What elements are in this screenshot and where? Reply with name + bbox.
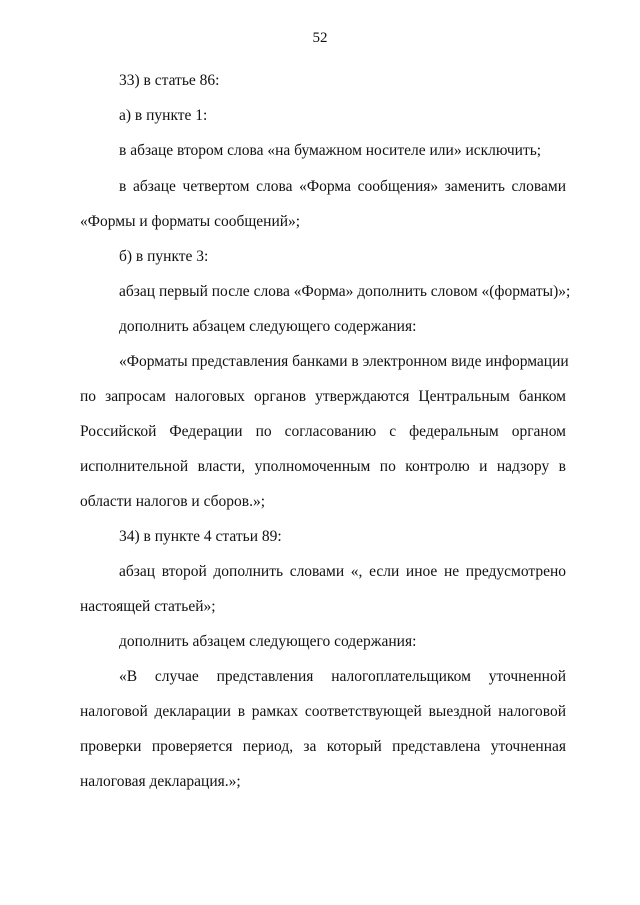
quote-line: проверки проверяется период, за который представлена уточненная (80, 738, 566, 755)
quote-line: Российской Федерации по согласованию с федеральным органом (80, 423, 566, 440)
quote-line: исполнительной власти, уполномоченным по контролю и надзору в (80, 458, 566, 475)
text-line: «Формы и форматы сообщений»; (80, 213, 301, 230)
subitem-a-heading: а) в пункте 1: (119, 107, 208, 124)
quote-line: по запросам налоговых органов утверждаются Центральным банком (80, 388, 566, 405)
text-line: в абзаце втором слова «на бумажном носителе или» исключить; (119, 142, 542, 159)
item-33-heading: 33) в статье 86: (119, 72, 220, 89)
quote-line: «В случае представления налогоплательщиком уточненной (119, 668, 566, 685)
text-line: дополнить абзацем следующего содержания: (119, 633, 417, 650)
text-line: абзац второй дополнить словами «, если иное не предусмотрено (119, 563, 566, 580)
text-line: абзац первый после слова «Форма» дополнить словом «(форматы)»; (119, 283, 571, 300)
page-number: 52 (312, 30, 328, 46)
quote-line: области налогов и сборов.»; (80, 493, 266, 510)
text-line: в абзаце четвертом слова «Форма сообщения» заменить словами (119, 178, 566, 195)
item-34-heading: 34) в пункте 4 статьи 89: (119, 528, 282, 545)
subitem-b-heading: б) в пункте 3: (119, 248, 209, 265)
text-line: дополнить абзацем следующего содержания: (119, 318, 417, 335)
quote-line: «Форматы представления банками в электронном виде информации (119, 353, 569, 370)
quote-line: налоговой декларации в рамках соответствующей выездной налоговой (80, 703, 566, 720)
quote-line: налоговая декларация.»; (80, 773, 241, 790)
text-line: настоящей статьей»; (80, 598, 216, 615)
